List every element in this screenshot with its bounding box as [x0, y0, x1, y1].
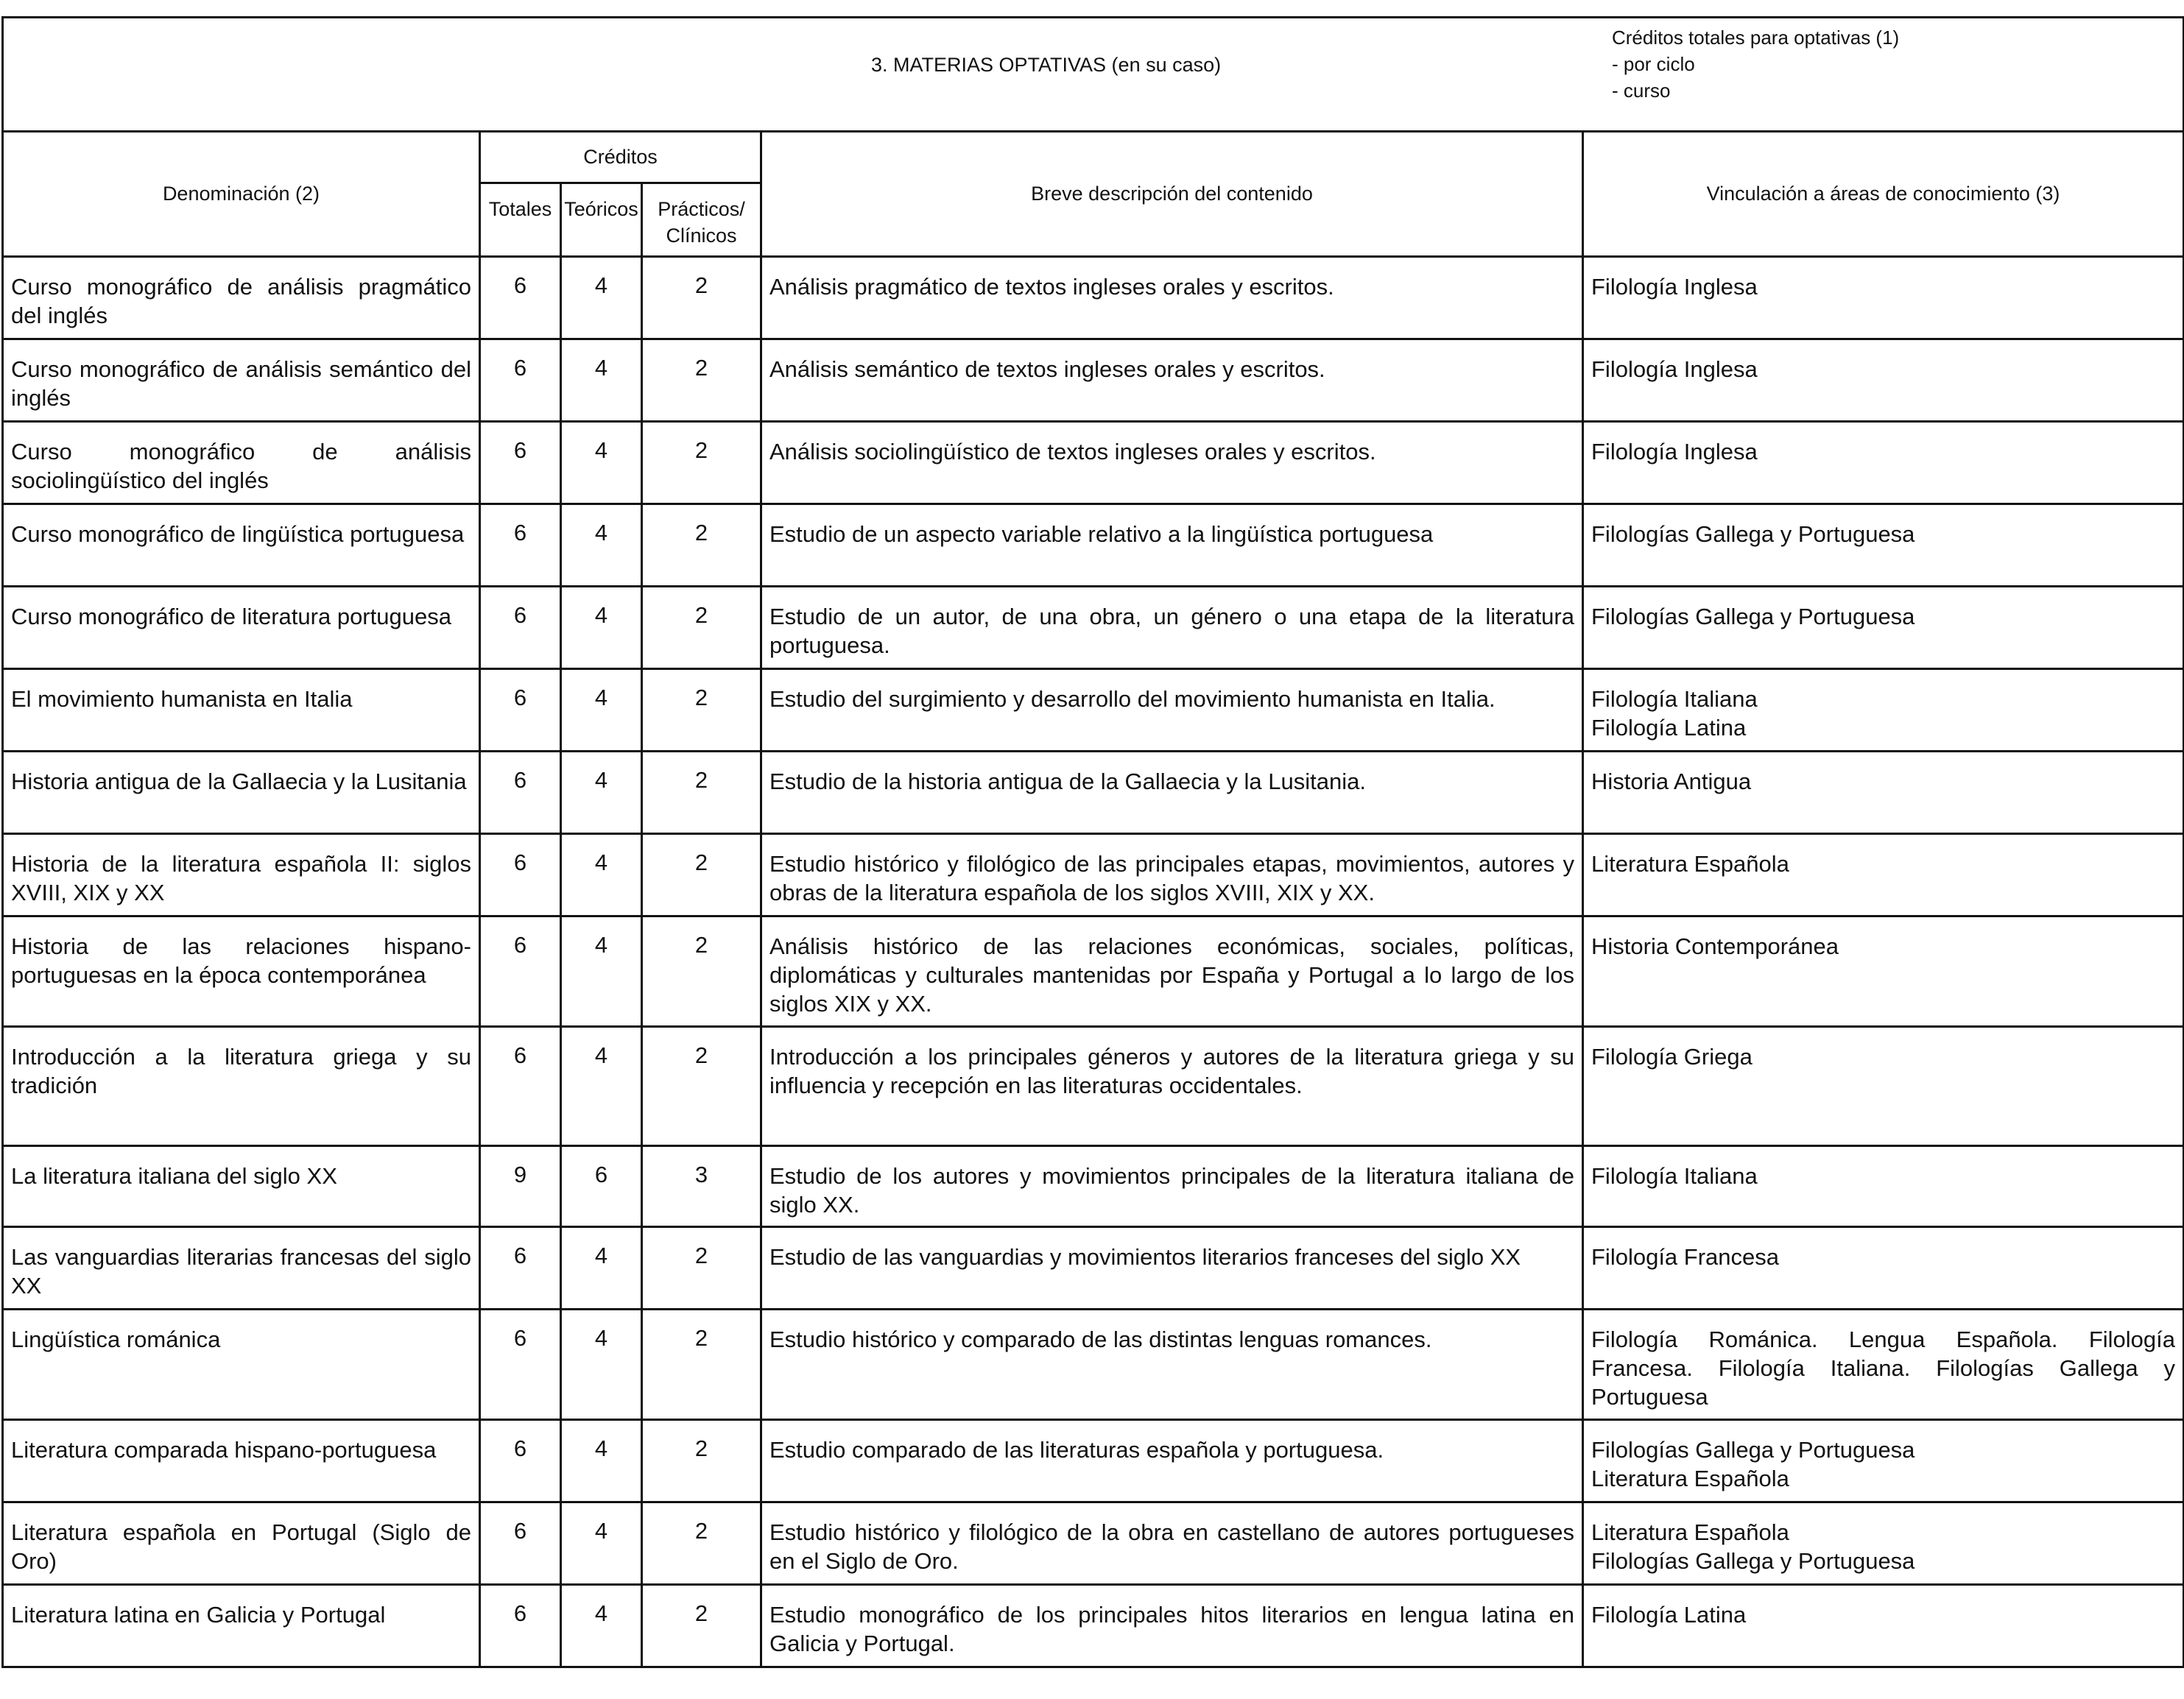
- knowledge-area: Filología Latina: [1591, 715, 1747, 741]
- knowledge-areas: [1583, 422, 2184, 504]
- column-header-row: [3, 132, 2184, 183]
- credits-teoricos: 4: [561, 834, 642, 916]
- table-row: [3, 916, 2184, 1027]
- credits-totales: 6: [480, 916, 561, 1027]
- credits-totales: 6: [480, 504, 561, 587]
- col-teoricos-header: Teóricos: [561, 183, 642, 257]
- knowledge-areas: [1583, 1027, 2184, 1146]
- credits-practicos: 2: [642, 1502, 761, 1585]
- subject-description: Estudio de los autores y movimientos principales de la literatura italiana de siglo XX.: [761, 1146, 1583, 1227]
- subject-name: Las vanguardias literarias francesas del siglo XX: [3, 1227, 480, 1310]
- credits-practicos: 2: [642, 1585, 761, 1667]
- credits-totales: 6: [480, 1420, 561, 1502]
- knowledge-areas: [1583, 1585, 2184, 1667]
- credits-practicos: 2: [642, 504, 761, 587]
- knowledge-areas: [1583, 1146, 2184, 1227]
- subject-description: Análisis pragmático de textos ingleses orales y escritos.: [761, 257, 1583, 339]
- knowledge-area: Literatura Española: [1591, 851, 1789, 877]
- table-row: [3, 1310, 2184, 1420]
- col-description-header: Breve descripción del contenido: [761, 132, 1583, 257]
- credits-teoricos: 6: [561, 1146, 642, 1227]
- credits-teoricos: 4: [561, 1585, 642, 1667]
- credits-totales: 6: [480, 752, 561, 834]
- col-name-header: Denominación (2): [3, 132, 480, 257]
- knowledge-area: Filología Inglesa: [1591, 356, 1758, 382]
- knowledge-area: Filología Latina: [1591, 1602, 1747, 1628]
- credits-practicos: 2: [642, 669, 761, 752]
- knowledge-area: Historia Antigua: [1591, 769, 1752, 794]
- knowledge-area: Filologías Gallega y Portuguesa: [1591, 1548, 1915, 1574]
- knowledge-area: Filologías Gallega y Portuguesa: [1591, 521, 1915, 547]
- credits-per-cycle-line: - por ciclo: [1612, 53, 1695, 75]
- credits-practicos: 2: [642, 1027, 761, 1146]
- table-row: [3, 752, 2184, 834]
- credits-practicos: 2: [642, 1310, 761, 1420]
- knowledge-area: Literatura Española: [1591, 1519, 1789, 1545]
- table-row: [3, 1146, 2184, 1227]
- title-row: [3, 18, 2184, 132]
- subject-name: El movimiento humanista en Italia: [3, 669, 480, 752]
- credits-teoricos: 4: [561, 504, 642, 587]
- table-title: 3. MATERIAS OPTATIVAS (en su caso): [871, 54, 1222, 76]
- credits-totales: 6: [480, 834, 561, 916]
- credits-teoricos: 4: [561, 587, 642, 669]
- knowledge-area: Filología Románica. Lengua Española. Filología Francesa. Filología Italiana. Filologías Gallega y Portuguesa: [1591, 1327, 2175, 1410]
- subject-name: Curso monográfico de análisis sociolingüístico del inglés: [3, 422, 480, 504]
- subject-name: Lingüística románica: [3, 1310, 480, 1420]
- credits-totales: 6: [480, 1227, 561, 1310]
- knowledge-area: Filología Francesa: [1591, 1244, 1780, 1270]
- credits-teoricos: 4: [561, 422, 642, 504]
- knowledge-areas: [1583, 1310, 2184, 1420]
- subject-name: Curso monográfico de lingüística portuguesa: [3, 504, 480, 587]
- table-row: [3, 422, 2184, 504]
- knowledge-area: Filología Inglesa: [1591, 274, 1758, 300]
- knowledge-area: Filología Italiana: [1591, 686, 1758, 712]
- credits-totals-box: [1612, 24, 1899, 104]
- credits-practicos: 2: [642, 587, 761, 669]
- credits-totales: 6: [480, 1585, 561, 1667]
- credits-practicos: 2: [642, 257, 761, 339]
- knowledge-area: Historia Contemporánea: [1591, 933, 1839, 959]
- subject-name: Curso monográfico de análisis semántico del inglés: [3, 339, 480, 422]
- knowledge-areas: [1583, 1420, 2184, 1502]
- credits-practicos: 3: [642, 1146, 761, 1227]
- table-row: [3, 587, 2184, 669]
- subject-description: Estudio de las vanguardias y movimientos literarios franceses del siglo XX: [761, 1227, 1583, 1310]
- subject-name: La literatura italiana del siglo XX: [3, 1146, 480, 1227]
- subject-name: Literatura comparada hispano-portuguesa: [3, 1420, 480, 1502]
- credits-totales: 6: [480, 1027, 561, 1146]
- knowledge-areas: [1583, 257, 2184, 339]
- optativas-table: [1, 16, 2184, 1668]
- credits-teoricos: 4: [561, 669, 642, 752]
- table-row: [3, 1585, 2184, 1667]
- knowledge-areas: [1583, 1502, 2184, 1585]
- subject-description: Introducción a los principales géneros y autores de la literatura griega y su influencia y recepción en las literaturas occidentales.: [761, 1027, 1583, 1146]
- credits-teoricos: 4: [561, 1420, 642, 1502]
- credits-teoricos: 4: [561, 339, 642, 422]
- knowledge-areas: [1583, 339, 2184, 422]
- subject-name: Historia de las relaciones hispano-portuguesas en la época contemporánea: [3, 916, 480, 1027]
- credits-teoricos: 4: [561, 752, 642, 834]
- document-sheet: [1, 16, 2183, 1668]
- knowledge-areas: [1583, 916, 2184, 1027]
- knowledge-area: Filologías Gallega y Portuguesa: [1591, 604, 1915, 629]
- subject-description: Estudio monográfico de los principales hitos literarios en lengua latina en Galicia y Portugal.: [761, 1585, 1583, 1667]
- col-areas-header: Vinculación a áreas de conocimiento (3): [1583, 132, 2184, 257]
- subject-description: Estudio comparado de las literaturas española y portuguesa.: [761, 1420, 1583, 1502]
- knowledge-area: Filología Italiana: [1591, 1163, 1758, 1189]
- table-row: [3, 1502, 2184, 1585]
- credits-practicos: 2: [642, 916, 761, 1027]
- subject-description: Estudio de un aspecto variable relativo a la lingüística portuguesa: [761, 504, 1583, 587]
- credits-totales: 6: [480, 422, 561, 504]
- credits-practicos: 2: [642, 752, 761, 834]
- subject-name: Curso monográfico de análisis pragmático del inglés: [3, 257, 480, 339]
- knowledge-areas: [1583, 834, 2184, 916]
- knowledge-areas: [1583, 752, 2184, 834]
- credits-practicos: 2: [642, 339, 761, 422]
- col-practicos-header: Prácticos/ Clínicos: [642, 183, 761, 257]
- credits-totales: 6: [480, 587, 561, 669]
- col-credits-header: Créditos: [480, 132, 761, 183]
- table-row: [3, 1420, 2184, 1502]
- table-row: [3, 339, 2184, 422]
- subject-name: Literatura latina en Galicia y Portugal: [3, 1585, 480, 1667]
- credits-totales: 6: [480, 1502, 561, 1585]
- subject-name: Literatura española en Portugal (Siglo de Oro): [3, 1502, 480, 1585]
- knowledge-area: Filología Griega: [1591, 1044, 1753, 1070]
- subject-name: Historia antigua de la Gallaecia y la Lusitania: [3, 752, 480, 834]
- table-row: [3, 257, 2184, 339]
- credits-totales: 9: [480, 1146, 561, 1227]
- subject-description: Estudio histórico y comparado de las distintas lenguas romances.: [761, 1310, 1583, 1420]
- subject-description: Análisis semántico de textos ingleses orales y escritos.: [761, 339, 1583, 422]
- table-row: [3, 1027, 2184, 1146]
- credits-totales: 6: [480, 1310, 561, 1420]
- credits-teoricos: 4: [561, 916, 642, 1027]
- credits-per-course-line: - curso: [1612, 80, 1671, 102]
- subject-description: Estudio del surgimiento y desarrollo del movimiento humanista en Italia.: [761, 669, 1583, 752]
- knowledge-area: Literatura Española: [1591, 1466, 1789, 1491]
- credits-totales: 6: [480, 669, 561, 752]
- subject-description: Estudio de un autor, de una obra, un género o una etapa de la literatura portuguesa.: [761, 587, 1583, 669]
- knowledge-areas: [1583, 1227, 2184, 1310]
- credits-totales: 6: [480, 339, 561, 422]
- title-cell: [3, 18, 2184, 132]
- subject-name: Introducción a la literatura griega y su tradición: [3, 1027, 480, 1146]
- credits-practicos: 2: [642, 1420, 761, 1502]
- credits-teoricos: 4: [561, 257, 642, 339]
- credits-teoricos: 4: [561, 1502, 642, 1585]
- credits-totals-line: Créditos totales para optativas (1): [1612, 27, 1900, 49]
- credits-practicos: 2: [642, 422, 761, 504]
- knowledge-areas: [1583, 504, 2184, 587]
- subject-description: Estudio histórico y filológico de las principales etapas, movimientos, autores y obras de la literatura española de los siglos XVIII, XIX y XX.: [761, 834, 1583, 916]
- table-row: [3, 669, 2184, 752]
- subject-description: Estudio de la historia antigua de la Gallaecia y la Lusitania.: [761, 752, 1583, 834]
- credits-practicos: 2: [642, 1227, 761, 1310]
- credits-teoricos: 4: [561, 1027, 642, 1146]
- credits-practicos: 2: [642, 834, 761, 916]
- credits-teoricos: 4: [561, 1227, 642, 1310]
- table-row: [3, 1227, 2184, 1310]
- subject-name: Historia de la literatura española II: siglos XVIII, XIX y XX: [3, 834, 480, 916]
- subject-description: Análisis histórico de las relaciones económicas, sociales, políticas, diplomáticas y culturales mantenidas por España y Portugal a lo largo de los siglos XIX y XX.: [761, 916, 1583, 1027]
- subject-description: Estudio histórico y filológico de la obra en castellano de autores portugueses en el Siglo de Oro.: [761, 1502, 1583, 1585]
- subject-name: Curso monográfico de literatura portuguesa: [3, 587, 480, 669]
- knowledge-areas: [1583, 669, 2184, 752]
- col-totales-header: Totales: [480, 183, 561, 257]
- table-row: [3, 504, 2184, 587]
- knowledge-area: Filologías Gallega y Portuguesa: [1591, 1437, 1915, 1463]
- knowledge-area: Filología Inglesa: [1591, 439, 1758, 465]
- table-row: [3, 834, 2184, 916]
- subject-description: Análisis sociolingüístico de textos ingleses orales y escritos.: [761, 422, 1583, 504]
- credits-teoricos: 4: [561, 1310, 642, 1420]
- credits-totales: 6: [480, 257, 561, 339]
- knowledge-areas: [1583, 587, 2184, 669]
